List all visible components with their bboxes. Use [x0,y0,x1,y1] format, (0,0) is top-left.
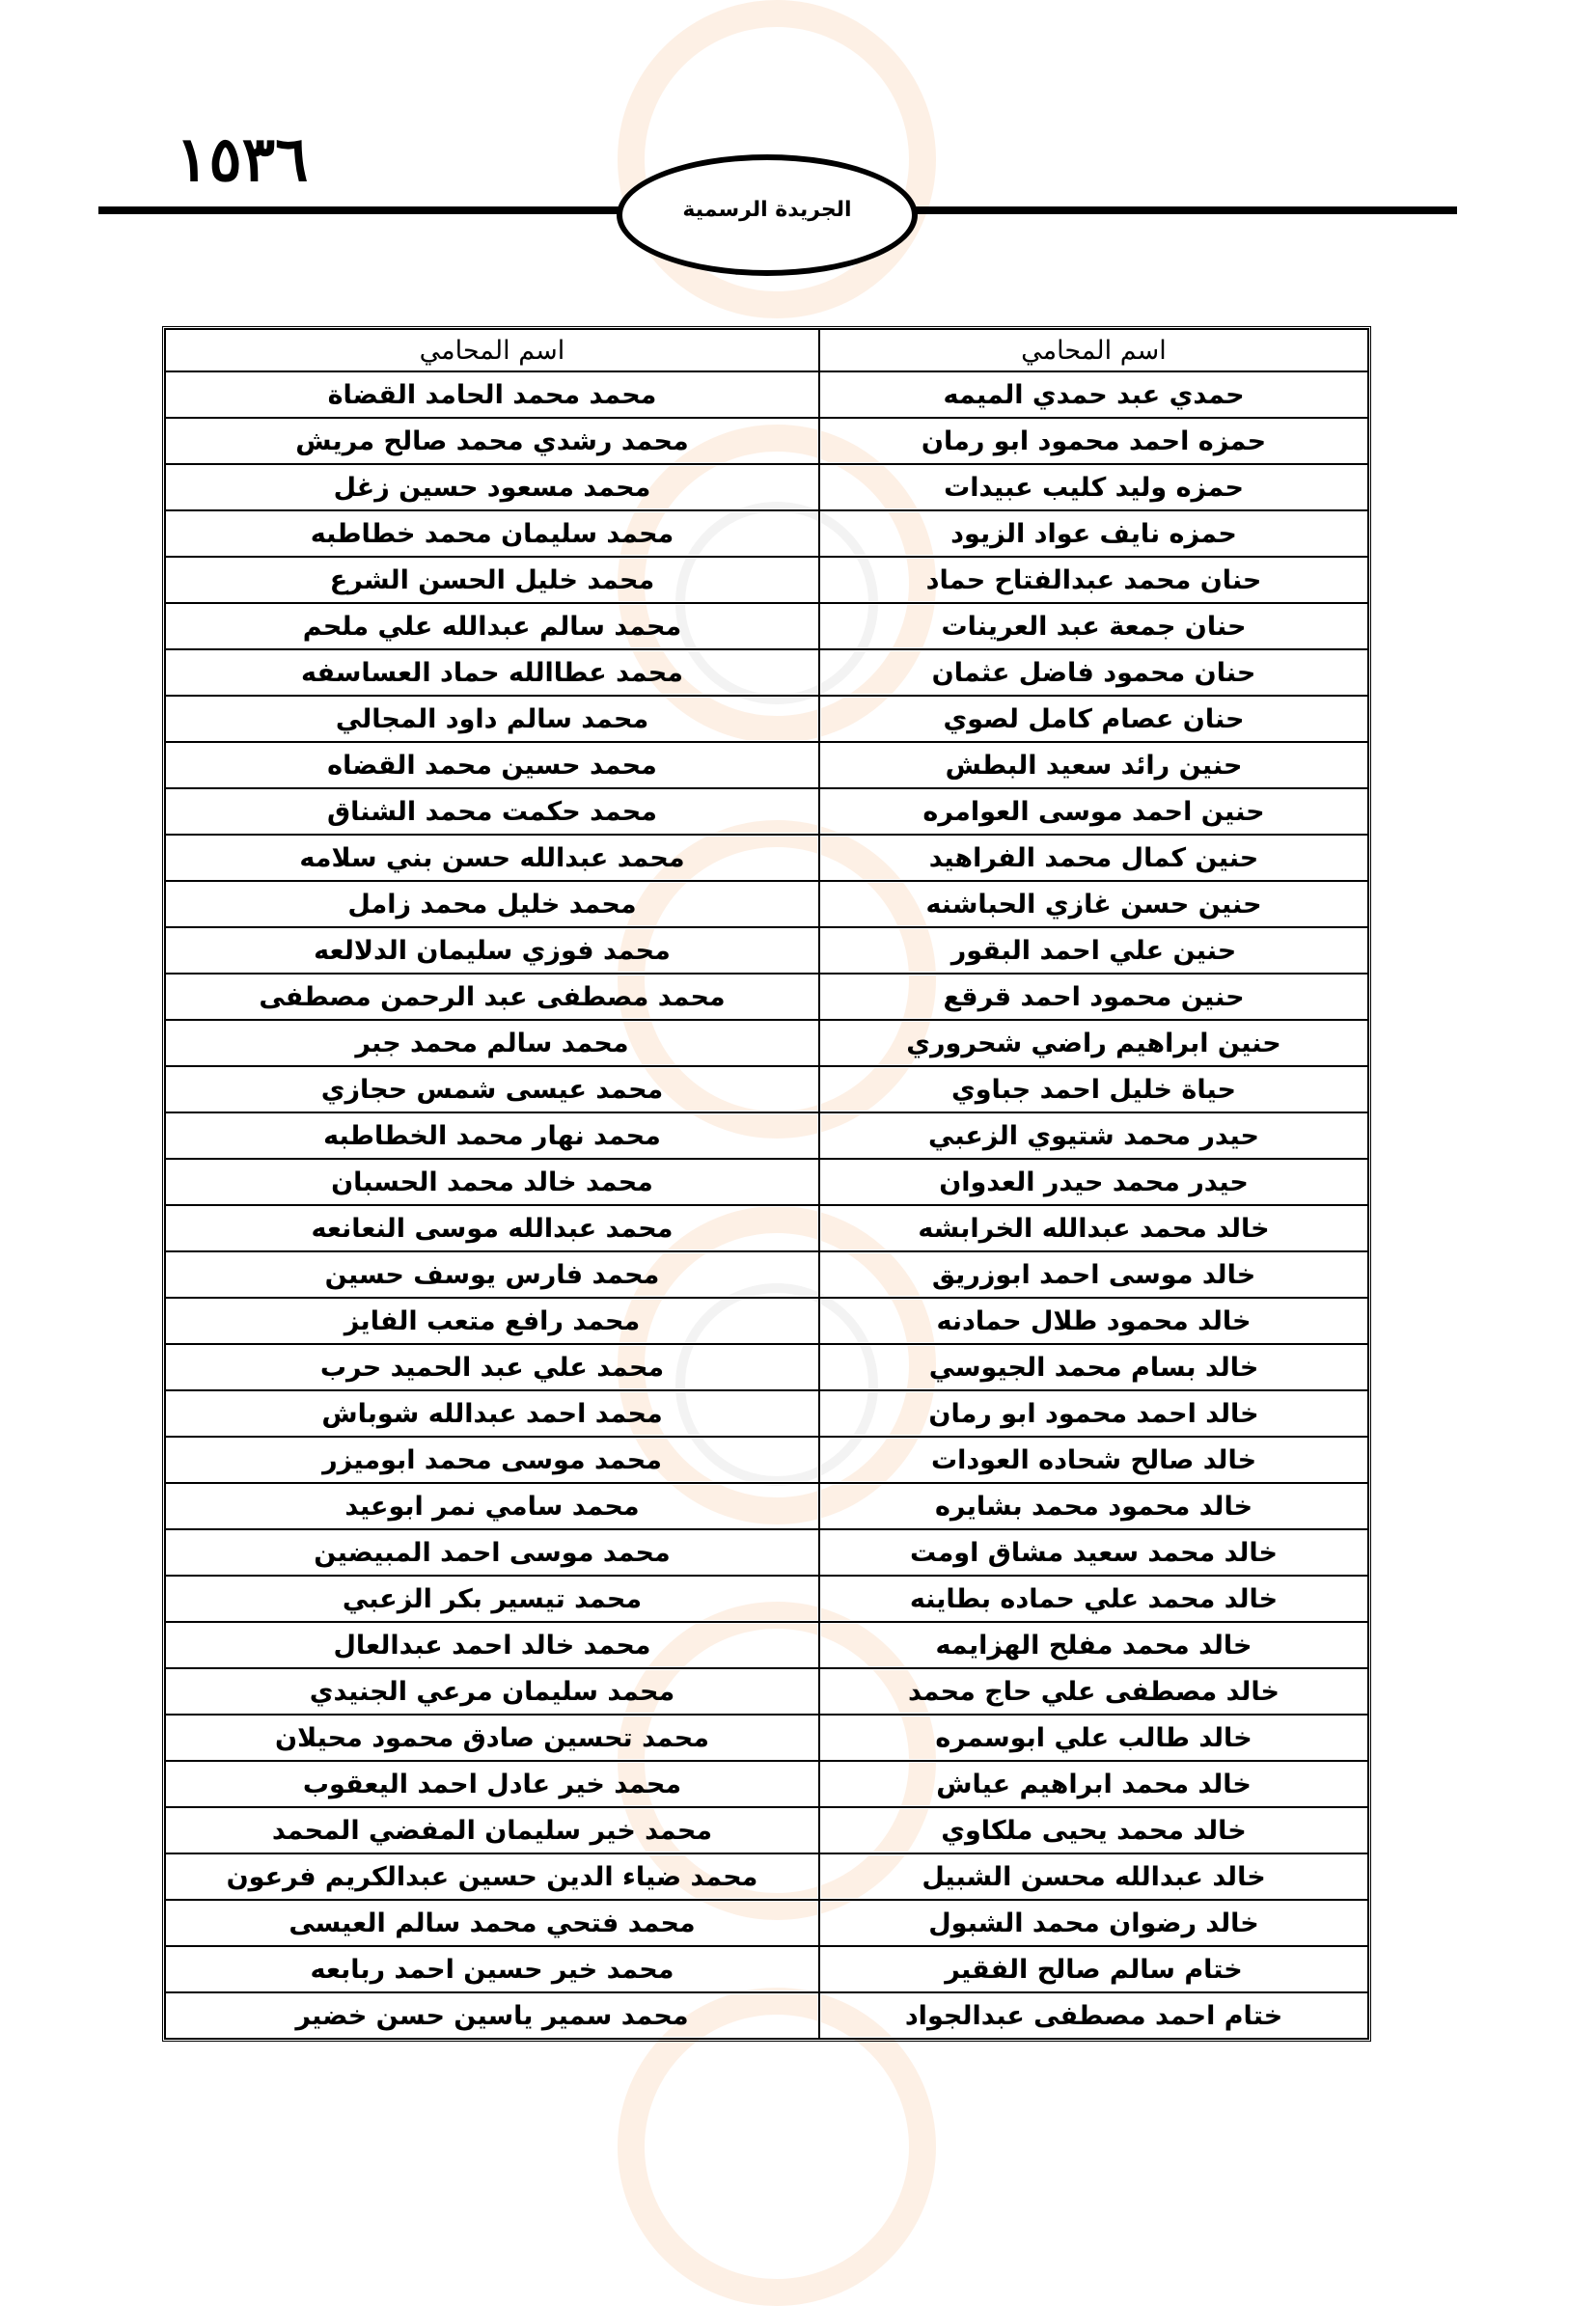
lawyer-name-cell: محمد خليل الحسن الشرع [165,557,819,603]
lawyer-name-cell: حنين ابراهيم راضي شحروري [819,1020,1368,1066]
lawyer-name-cell: حيدر محمد حيدر العدوان [819,1159,1368,1205]
table-row [165,1900,1368,1946]
table-row [165,603,1368,649]
lawyer-name-cell: حنان محمد عبدالفتاح حماد [819,557,1368,603]
lawyer-name-cell: حمزه احمد محمود ابو رمان [819,418,1368,464]
page-number: ١٥٣٦ [176,124,309,196]
table-row [165,1807,1368,1853]
table-row [165,1668,1368,1715]
table-row [165,881,1368,927]
lawyer-name-cell: حمزه وليد كليب عبيدات [819,464,1368,510]
lawyer-name-cell: خالد مصطفى علي حاج محمد [819,1668,1368,1715]
table-row [165,788,1368,835]
table-row [165,696,1368,742]
lawyer-name-cell: محمد خليل محمد زامل [165,881,819,927]
lawyer-name-cell: محمد عطاالله حماد العساسفه [165,649,819,696]
lawyer-name-cell: خالد بسام محمد الجيوسي [819,1344,1368,1390]
lawyer-name-cell: خالد محمد علي حماده بطاينه [819,1576,1368,1622]
lawyer-name-cell: محمد تحسين صادق محمود محيلان [165,1715,819,1761]
column-header-lawyer-name: اسم المحامي [819,329,1368,371]
table-row [165,1390,1368,1437]
lawyer-name-cell: محمد خير حسين احمد ربابعه [165,1946,819,1992]
table-row [165,1761,1368,1807]
lawyer-name-cell: حنان عصام كامل لصوي [819,696,1368,742]
gazette-title: الجريدة الرسمية [682,197,852,222]
lawyer-name-cell: ختام سالم صالح الفقير [819,1946,1368,1992]
table-row [165,649,1368,696]
table-row [165,418,1368,464]
table-row [165,557,1368,603]
table-row [165,1251,1368,1298]
lawyer-name-cell: ختام احمد مصطفى عبدالجواد [819,1992,1368,2039]
lawyer-name-cell: محمد عبدالله موسى النعانعه [165,1205,819,1251]
table-row [165,1529,1368,1576]
table-row [165,371,1368,418]
table-row [165,835,1368,881]
table-row [165,927,1368,974]
lawyer-name-cell: محمد سالم عبدالله علي ملحم [165,603,819,649]
lawyer-name-cell: محمد فارس يوسف حسين [165,1251,819,1298]
lawyer-name-cell: محمد خالد محمد الحسبان [165,1159,819,1205]
table-row [165,464,1368,510]
lawyer-name-cell: خالد محمود محمد بشايره [819,1483,1368,1529]
lawyer-name-cell: محمد سمير ياسين حسن خضير [165,1992,819,2039]
lawyer-name-cell: خالد موسى احمد ابوزريق [819,1251,1368,1298]
table-row [165,1344,1368,1390]
lawyer-name-cell: حنين رائد سعيد البطش [819,742,1368,788]
lawyer-name-cell: حنان جمعة عبد العرينات [819,603,1368,649]
lawyer-name-cell: حنين حسن غازي الحباشنه [819,881,1368,927]
table-row [165,1298,1368,1344]
lawyer-name-cell: محمد حكمت محمد الشناق [165,788,819,835]
table-row [165,1020,1368,1066]
lawyer-name-cell: محمد فوزي سليمان الدلالعه [165,927,819,974]
lawyer-name-cell: محمد فتحي محمد سالم العيسى [165,1900,819,1946]
lawyers-table [162,326,1371,2042]
table-row [165,1576,1368,1622]
table-row [165,1622,1368,1668]
lawyer-name-cell: حنين احمد موسى العوامره [819,788,1368,835]
table-row [165,742,1368,788]
table-row [165,1992,1368,2039]
lawyer-name-cell: حمزه نايف عواد الزيود [819,510,1368,557]
lawyer-name-cell: محمد ضياء الدين حسين عبدالكريم فرعون [165,1853,819,1900]
lawyer-name-cell: حنان محمود فاضل عثمان [819,649,1368,696]
lawyer-name-cell: خالد محمد عبدالله الخرابشه [819,1205,1368,1251]
lawyer-name-cell: محمد عيسى شمس حجازي [165,1066,819,1112]
lawyer-name-cell: محمد مصطفى عبد الرحمن مصطفى [165,974,819,1020]
lawyer-name-cell: حمدي عبد حمدي الميمه [819,371,1368,418]
lawyer-name-cell: محمد نهار محمد الخطاطبه [165,1112,819,1159]
lawyer-name-cell: خالد عبدالله محسن الشبيل [819,1853,1368,1900]
lawyer-name-cell: محمد علي عبد الحميد حرب [165,1344,819,1390]
lawyer-name-cell: محمد خالد احمد عبدالعال [165,1622,819,1668]
lawyer-name-cell: محمد خير عادل احمد اليعقوب [165,1761,819,1807]
lawyer-name-cell: حيدر محمد شتيوي الزعبي [819,1112,1368,1159]
lawyer-name-cell: محمد حسين محمد القضاه [165,742,819,788]
table-header-row [165,329,1368,371]
table-row [165,1483,1368,1529]
lawyer-name-cell: خالد رضوان محمد الشبول [819,1900,1368,1946]
lawyer-name-cell: خالد محمد سعيد مشاق اومت [819,1529,1368,1576]
lawyer-name-cell: محمد سليمان مرعي الجنيدي [165,1668,819,1715]
table-row [165,1946,1368,1992]
lawyer-name-cell: محمد سليمان محمد خطاطبه [165,510,819,557]
lawyer-name-cell: حنين كمال محمد الفراهيد [819,835,1368,881]
table-row [165,1437,1368,1483]
lawyer-name-cell: محمد سالم داود المجالي [165,696,819,742]
lawyer-name-cell: خالد محمد ابراهيم عياش [819,1761,1368,1807]
lawyer-name-cell: محمد احمد عبدالله شوباش [165,1390,819,1437]
lawyer-name-cell: محمد رافع متعب الفايز [165,1298,819,1344]
lawyer-name-cell: محمد عبدالله حسن بني سلامه [165,835,819,881]
lawyer-name-cell: خالد محمد يحيى ملكاوي [819,1807,1368,1853]
lawyer-name-cell: خالد صالح شحاده العودات [819,1437,1368,1483]
table-row [165,1159,1368,1205]
lawyer-name-cell: محمد تيسير بكر الزعبي [165,1576,819,1622]
lawyer-name-cell: محمد سامي نمر ابوعيد [165,1483,819,1529]
lawyer-name-cell: خالد محمد مفلح الهزايمه [819,1622,1368,1668]
column-header-lawyer-name: اسم المحامي [165,329,819,371]
table-row [165,1715,1368,1761]
lawyer-name-cell: حياة خليل احمد جباوي [819,1066,1368,1112]
table-row [165,974,1368,1020]
lawyer-name-cell: محمد موسى احمد المبيضين [165,1529,819,1576]
table-row [165,1112,1368,1159]
lawyer-name-cell: محمد سالم محمد جبر [165,1020,819,1066]
lawyer-name-cell: خالد محمود طلال حمادنه [819,1298,1368,1344]
lawyer-name-cell: حنين محمود احمد قرقع [819,974,1368,1020]
lawyer-name-cell: محمد موسى محمد ابوميزر [165,1437,819,1483]
lawyer-name-cell: محمد رشدي محمد صالح مريش [165,418,819,464]
table-row [165,1853,1368,1900]
lawyer-name-cell: خالد احمد محمود ابو رمان [819,1390,1368,1437]
lawyer-name-cell: حنين علي احمد البقور [819,927,1368,974]
table-row [165,1205,1368,1251]
gazette-title-badge [617,154,918,276]
lawyer-name-cell: محمد خير سليمان المفضي المحمد [165,1807,819,1853]
table-row [165,510,1368,557]
lawyer-name-cell: محمد مسعود حسين زغل [165,464,819,510]
lawyer-name-cell: محمد محمد الحامد القضاة [165,371,819,418]
lawyer-name-cell: خالد طالب علي ابوسمره [819,1715,1368,1761]
table-row [165,1066,1368,1112]
